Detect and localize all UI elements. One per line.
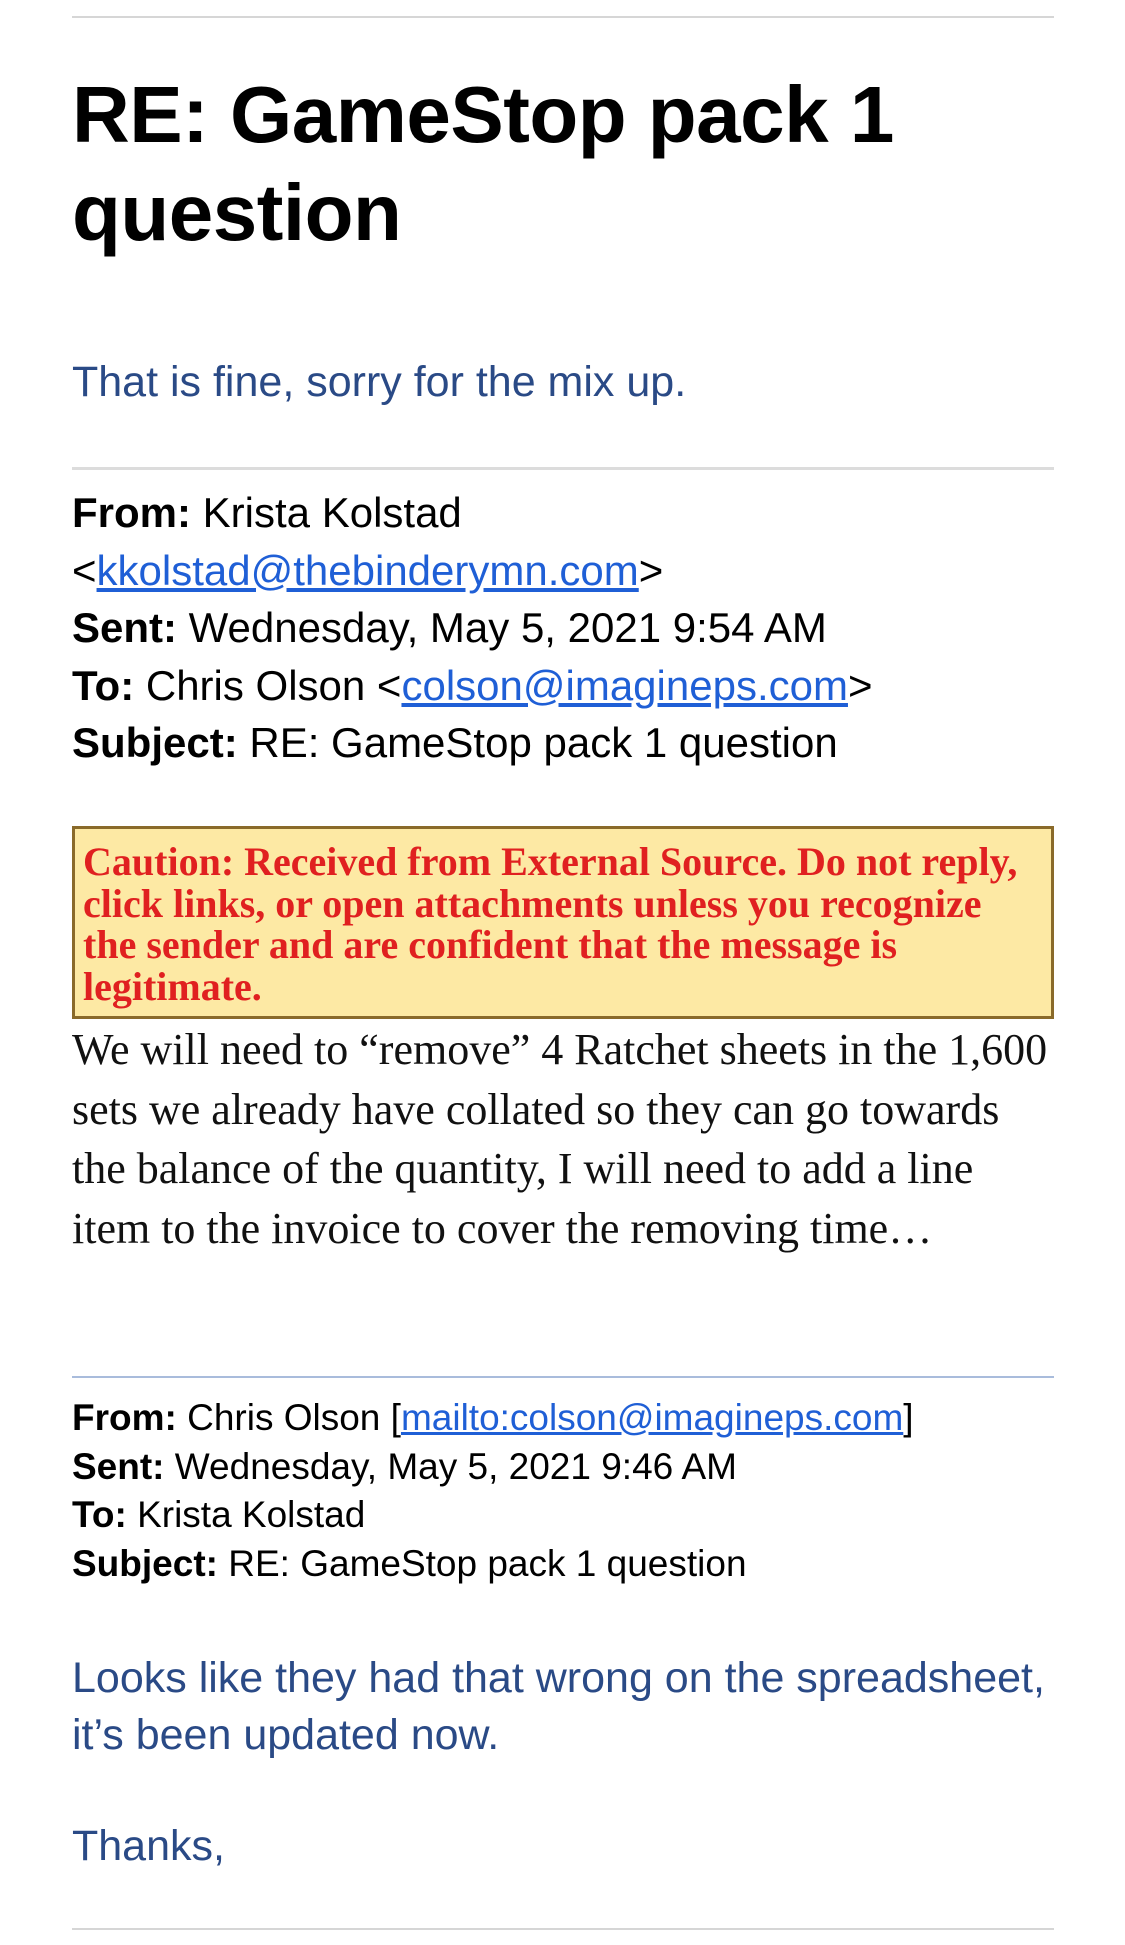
email-subject-title: RE: GameStop pack 1 question [72, 70, 894, 257]
from-label-2: From: [72, 1397, 177, 1438]
from-label: From: [72, 489, 191, 536]
subject-label-2: Subject: [72, 1542, 218, 1584]
from-email-row: <kkolstad@thebinderymn.com> [72, 546, 664, 594]
sent-label-2: Sent: [72, 1445, 165, 1487]
quote-divider-2 [72, 1376, 1054, 1378]
sent-value-2: Wednesday, May 5, 2021 9:46 AM [174, 1445, 737, 1487]
to-row: To: Chris Olson <colson@imagineps.com> [72, 661, 873, 709]
caution-text: Caution: Received from External Source. Do not reply, click links, or open attachments unless you recognize the sender and are confident that the message is legitimate. [83, 839, 1018, 1009]
quoted-header-1 [72, 484, 1054, 772]
sent-value: Wednesday, May 5, 2021 9:54 AM [188, 604, 827, 651]
subject-value: RE: GameStop pack 1 question [249, 719, 838, 766]
sent-label: Sent: [72, 604, 177, 651]
from-name-2: Chris Olson [187, 1397, 381, 1438]
top-divider [72, 16, 1054, 18]
subject-label: Subject: [72, 719, 238, 766]
to-label-2: To: [72, 1494, 127, 1535]
subject-value-2: RE: GameStop pack 1 question [228, 1542, 747, 1584]
message-body: We will need to “remove” 4 Ratchet sheets in the 1,600 sets we already have collated so they can go towards the balance of the quantity, I will need to add a line item to the invoice to cover the removing time… [72, 1025, 1048, 1253]
from-email-link[interactable]: kkolstad@thebinderymn.com [96, 546, 639, 594]
sent-row [72, 599, 1054, 657]
to-label: To: [72, 661, 135, 709]
quote-divider [72, 467, 1054, 470]
bottom-divider [72, 1928, 1054, 1930]
external-caution-banner [72, 826, 1054, 1019]
to-name-2: Krista Kolstad [137, 1494, 366, 1535]
closing-text: Thanks, [72, 1822, 225, 1870]
subject-row-2 [72, 1540, 1054, 1589]
from-name: Krista Kolstad [202, 489, 462, 536]
from-row-2: From: Chris Olson [mailto:colson@imagineps.com] [72, 1397, 914, 1438]
message-paragraph-2: Looks like they had that wrong on the spreadsheet, it’s been updated now. [72, 1654, 1045, 1759]
to-email-link[interactable]: colson@imagineps.com [401, 661, 848, 709]
reply-text: That is fine, sorry for the mix up. [72, 358, 687, 406]
to-name: Chris Olson [145, 661, 366, 709]
subject-row [72, 714, 1054, 772]
mailto-link[interactable]: mailto:colson@imagineps.com [400, 1397, 904, 1438]
to-row-2 [72, 1491, 1054, 1540]
sent-row-2 [72, 1443, 1054, 1492]
quoted-header-2 [72, 1394, 1054, 1588]
from-row [72, 484, 1054, 542]
